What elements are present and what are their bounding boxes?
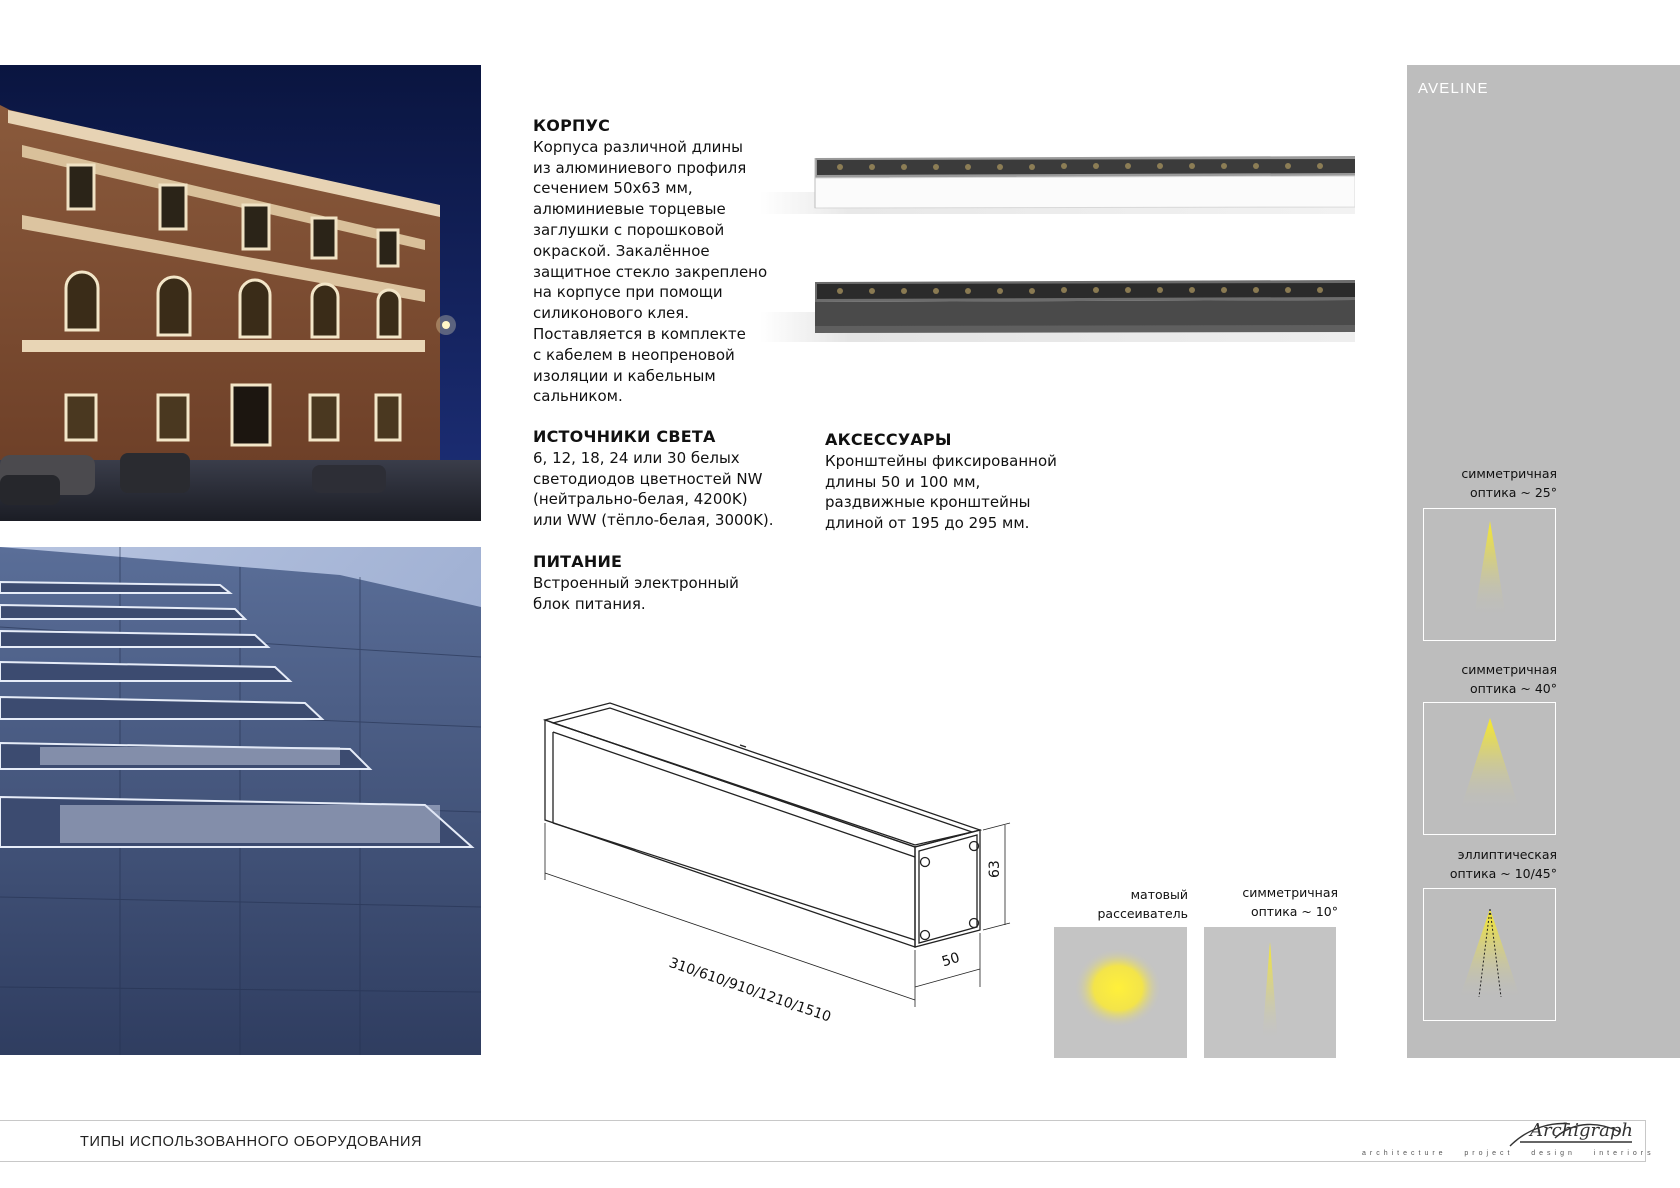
optic-box-sym25 [1423,508,1556,641]
brand-name: AVELINE [1418,80,1489,97]
optic-label-sym10: симметричная оптика ~ 10° [1242,885,1338,919]
section-heading: ИСТОЧНИКИ СВЕТА [533,427,716,446]
aveline-panel [1407,65,1680,1058]
optic-box-sym40 [1423,702,1556,835]
dimension-height: 63 [987,860,1003,878]
optic-label-matte: матовый рассеиватель [1097,887,1188,921]
section-heading: ПИТАНИЕ [533,552,623,571]
building-night-photo [0,65,481,521]
archigraph-logo [1360,1118,1655,1160]
section-text: Встроенный электронный блок питания. [533,573,739,613]
facade-blue-photo [0,547,481,1055]
section-light-sources [533,427,803,531]
optic-box-ell [1423,888,1556,1021]
optic-swatch-sym10 [1204,927,1336,1058]
dimension-width: 50 [940,949,962,971]
section-heading: КОРПУС [533,116,611,135]
luminaire-white-render [760,150,1355,220]
logo-text: Archigraph [1530,1120,1634,1141]
logo-subtitle: architecture project design interiors [1362,1150,1655,1157]
footer-rule-bottom [0,1161,1645,1162]
luminaire-dark-render [760,270,1355,350]
optic-label-sym25: симметричная оптика ~ 25° [1461,466,1557,500]
page-title: ТИПЫ ИСПОЛЬЗОВАННОГО ОБОРУДОВАНИЯ [80,1134,423,1150]
dimension-height-label [987,860,1003,878]
section-heading: АКСЕССУАРЫ [825,430,952,449]
section-text: 6, 12, 18, 24 или 30 белых светодиодов цветностей NW (нейтрально-белая, 4200K) или WW (тёпло-белая, 3000K). [533,448,774,530]
optic-label-ell: эллиптическая оптика ~ 10/45° [1449,847,1557,881]
section-text: Кронштейны фиксированной длины 50 и 100 мм, раздвижные кронштейны длиной от 195 до 295 мм. [825,451,1057,533]
dimension-length: 310/610/910/1210/1510 [666,955,834,1026]
section-text: Корпуса различной длины из алюминиевого профиля сечением 50х63 мм, алюминиевые торцевые заглушки с порошковой окраской. Закалённое защитное стекло закреплено на корпусе при помощи силиконового клея. Поставляется в комплекте с кабелем в неопреновой изоляции и кабельным сальником. [533,137,768,406]
section-accessories [825,430,1095,534]
optic-label-sym40: симметричная оптика ~ 40° [1461,662,1557,696]
optic-swatch-matte [1054,927,1187,1058]
section-body [533,116,793,407]
section-power [533,552,793,614]
